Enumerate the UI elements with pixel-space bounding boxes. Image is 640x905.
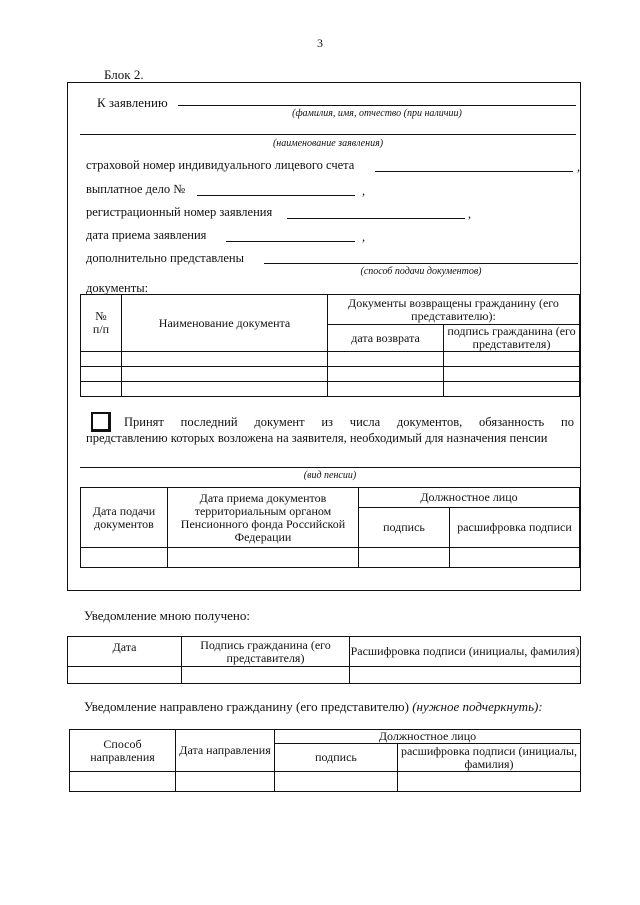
fio-caption: (фамилия, имя, отчество (при наличии) [292,108,462,119]
col-method-header: Способ направления [70,730,176,772]
reg-number-comma: , [468,207,472,221]
table-row[interactable] [81,352,580,367]
col-citizen-signature-header: Подпись гражданина (его представителя) [182,637,350,667]
method-input-line[interactable] [264,263,578,264]
col-doc-name-header: Наименование документа [122,295,328,352]
submission-table [80,487,580,568]
documents-label: документы: [86,281,149,295]
to-application-label: К заявлению [97,95,168,110]
reg-number-label: регистрационный номер заявления [86,205,273,219]
accepted-text-line2: представлению которых возложена на заявителя, необходимый для назначения пенсии [86,431,548,445]
receipt-date-comma: , [362,230,366,244]
snils-label: страховой номер индивидуального лицевого счета [86,158,355,172]
receipt-date-input-line[interactable] [226,241,355,242]
additional-label: дополнительно представлены [86,251,245,265]
col-sign-header: подпись [275,744,398,772]
col-decode-header: расшифровка подписи [450,508,580,548]
page-number: 3 [317,36,323,50]
col-submit-date-header: Дата подачи документов [81,488,168,548]
notice-sent-label [84,699,543,715]
block-title: Блок 2. [104,67,144,82]
snils-input-line[interactable] [375,171,573,172]
notice-sent-table [69,729,581,792]
reg-number-input-line[interactable] [287,218,465,219]
application-name-input-line[interactable] [80,134,576,135]
pension-type-caption: (вид пенсии) [303,470,357,481]
accepted-checkbox[interactable] [91,412,111,432]
col-decode-header: расшифровка подписи (инициалы, фамилия) [398,744,581,772]
col-decode-header: Расшифровка подписи (инициалы, фамилия) [350,637,581,667]
table-row[interactable] [70,772,581,792]
payment-case-comma: , [362,184,366,198]
table-row[interactable] [81,382,580,397]
notice-sent-note: (нужное подчеркнуть): [412,699,543,714]
fio-input-line[interactable] [178,105,576,106]
col-signature-header: подпись гражданина (его представителя) [444,325,580,352]
application-name-caption: (наименование заявления) [272,138,384,149]
col-sign-header: подпись [359,508,450,548]
method-caption: (способ подачи документов) [360,266,482,277]
snils-comma: , [577,160,581,174]
documents-table [80,294,580,397]
notice-received-label: Уведомление мною получено: [84,608,250,623]
payment-case-input-line[interactable] [197,195,355,196]
col-return-date-header: дата возврата [328,325,444,352]
col-date-header: Дата [68,637,182,667]
notice-received-table [67,636,581,684]
table-row[interactable] [68,667,581,684]
pension-type-input-line[interactable] [80,467,580,468]
table-row[interactable] [81,367,580,382]
accepted-text-line1: Принят последний документ из числа документов, обязанность по [124,415,574,429]
payment-case-label: выплатное дело № [86,182,186,196]
receipt-date-label: дата приема заявления [86,228,207,242]
col-official-header: Должностное лицо [275,730,581,744]
col-official-header: Должностное лицо [359,488,580,508]
col-send-date-header: Дата направления [176,730,275,772]
notice-sent-text: Уведомление направлено гражданину (его представителю) [84,699,409,714]
col-returned-header: Документы возвращены гражданину (его представителю): [328,295,580,325]
col-num-header: № п/п [81,295,122,352]
table-row[interactable] [81,548,580,568]
col-accept-date-header: Дата приема документов территориальным органом Пенсионного фонда Российской Федерации [168,488,359,548]
